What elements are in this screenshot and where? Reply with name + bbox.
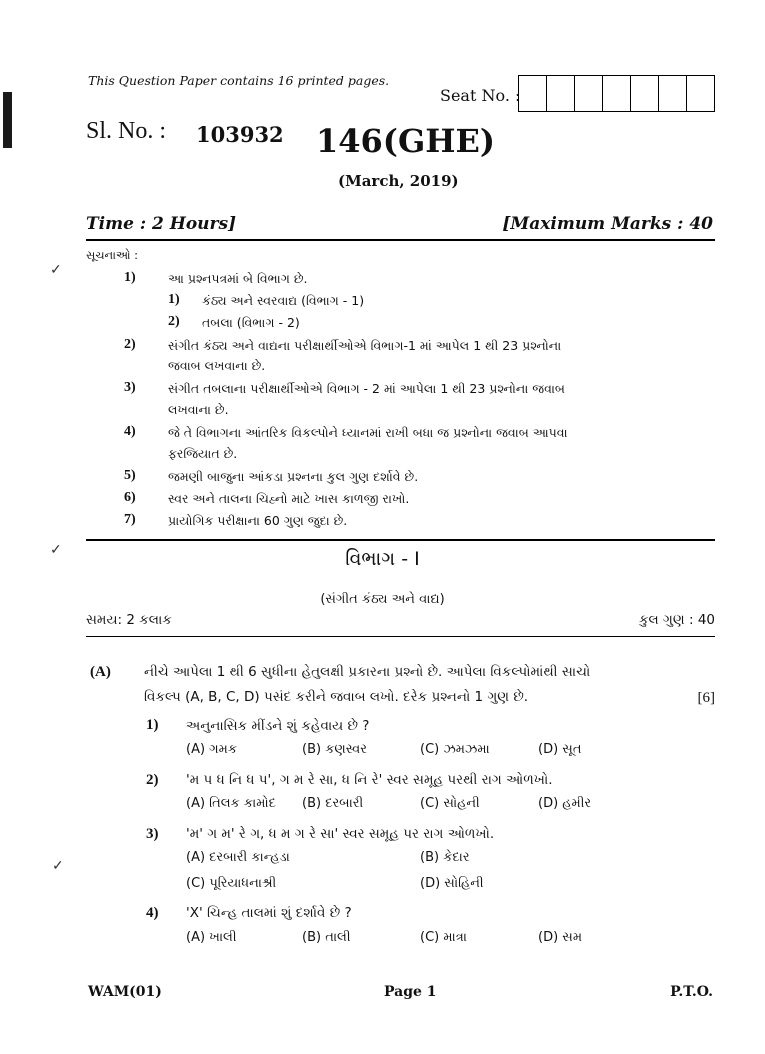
instruction-text: સંગીત કંઠ્ય અને વાદ્યના પરીક્ષાર્થીઓએ વિભાગ-1 માં આપેલ 1 થી 23 પ્રશ્નોના [168,338,562,353]
maximum-marks: [Maximum Marks : 40 [502,214,713,234]
pages-note: This Question Paper contains 16 printed pages. [88,73,390,88]
option-c: (C) માત્રા [420,930,467,945]
question-label: (A) [90,664,111,680]
instruction-number: 3) [124,380,136,395]
question-instruction-continued: વિકલ્પ (A, B, C, D) પસંદ કરીને જવાબ લખો. દરેક પ્રશ્નનો 1 ગુણ છે. [144,689,529,705]
footer-code: WAM(01) [88,984,162,1000]
option-a: (A) તિલક કામોદ [186,796,276,811]
instruction-number: 7) [124,512,136,527]
question-text: 'X' ચિન્હ તાલમાં શું દર્શાવે છે ? [186,905,352,921]
option-a: (A) ગમક [186,742,238,757]
option-b: (B) કેદાર [420,850,470,865]
seat-number-box[interactable] [519,76,547,111]
footer-pto: P.T.O. [670,984,713,1000]
instruction-number: 4) [124,424,136,439]
question-number: 4) [146,905,159,921]
instruction-text: સ્વર અને તાલના ચિહ્નો માટે ખાસ કાળજી રાખો. [168,491,410,506]
instruction-subnumber: 1) [168,292,180,307]
option-b: (B) તાલી [302,930,351,945]
instruction-text-continued: જવાબ લખવાના છે. [168,358,266,373]
instructions-heading: સૂચનાઓ : [86,248,139,262]
seat-number-box[interactable] [687,76,714,111]
margin-tick-icon: ✓ [52,858,64,874]
seat-number-box[interactable] [575,76,603,111]
instruction-number: 6) [124,490,136,505]
time-allowed: Time : 2 Hours] [86,214,237,234]
section-duration: સમય: 2 કલાક [86,612,172,628]
instruction-text: પ્રાયોગિક પરીક્ષાના 60 ગુણ જુદા છે. [168,513,348,528]
instruction-text: જમણી બાજુના આંકડા પ્રશ્નના કુલ ગુણ દર્શાવે છે. [168,469,419,484]
instruction-number: 5) [124,468,136,483]
option-d: (D) સોહિની [420,876,484,891]
seat-number-boxes[interactable] [518,75,715,112]
question-instruction: નીચે આપેલા 1 થી 6 સુધીના હેતુલક્ષી પ્રકારના પ્રશ્નો છે. આપેલા વિકલ્પોમાંથી સાચો [144,664,591,680]
question-number: 2) [146,772,159,788]
option-c: (C) સોહની [420,796,480,811]
seat-number-label: Seat No. : [440,86,521,105]
exam-date: (March, 2019) [338,172,459,190]
question-marks: [6] [697,690,715,706]
seat-number-box[interactable] [603,76,631,111]
section-title: વિભાગ - I [345,548,420,570]
question-text: 'મ પ ધ નિ ધ પ', ગ મ રે સા, ધ નિ રે' સ્વર સમૂહ પરથી રાગ ઓળખો. [186,772,553,788]
option-d: (D) સમ [538,930,582,945]
option-b: (B) દરબારી [302,796,364,811]
seat-number-box[interactable] [631,76,659,111]
question-number: 1) [146,717,159,733]
question-text: 'મ' ગ મ' રે ગ, ધ મ ગ રે સા' સ્વર સમૂહ પર રાગ ઓળખો. [186,826,495,842]
margin-tick-icon: ✓ [50,542,62,558]
instruction-text: આ પ્રશ્નપત્રમાં બે વિભાગ છે. [168,271,308,286]
option-d: (D) હમીર [538,796,592,811]
header-divider [86,239,715,241]
question-text: અનુનાસિક મીંડને શું કહેવાય છે ? [186,718,370,734]
instruction-text-continued: ફરજિયાત છે. [168,446,238,461]
section-total-marks: કુલ ગુણ : 40 [639,612,715,628]
section-subtitle: (સંગીત કંઠ્ય અને વાદ્ય) [320,592,445,607]
option-c: (C) પૂરિયાધનાશ્રી [186,876,277,891]
instruction-text-continued: લખવાના છે. [168,402,229,417]
instruction-text: કંઠ્ય અને સ્વરવાદ્ય (વિભાગ - 1) [202,293,365,308]
serial-number-label: Sl. No. : [86,118,167,144]
section-divider [86,636,715,637]
binding-mark [3,92,12,148]
instruction-number: 1) [124,270,136,285]
option-d: (D) સૂત [538,742,582,757]
seat-number-box[interactable] [659,76,687,111]
instruction-text: તબલા (વિભાગ - 2) [202,315,300,330]
option-b: (B) કણસ્વર [302,742,367,757]
footer-page-number: Page 1 [384,984,437,1000]
instruction-number: 2) [124,337,136,352]
margin-tick-icon: ✓ [50,262,62,278]
seat-number-box[interactable] [547,76,575,111]
serial-number-value: 103932 [196,122,284,147]
instruction-text: સંગીત તબલાના પરીક્ષાર્થીઓએ વિભાગ - 2 માં આપેલા 1 થી 23 પ્રશ્નોના જવાબ [168,381,565,396]
option-a: (A) ખાલી [186,930,237,945]
paper-code: 146(GHE) [316,122,496,160]
instruction-text: જે તે વિભાગના આંતરિક વિકલ્પોને ધ્યાનમાં રાખી બધા જ પ્રશ્નોના જવાબ આપવા [168,425,568,440]
question-number: 3) [146,826,159,842]
option-a: (A) દરબારી કાન્હડા [186,850,290,865]
option-c: (C) ઝમઝમા [420,742,490,757]
instruction-subnumber: 2) [168,314,180,329]
instructions-divider [86,539,715,541]
